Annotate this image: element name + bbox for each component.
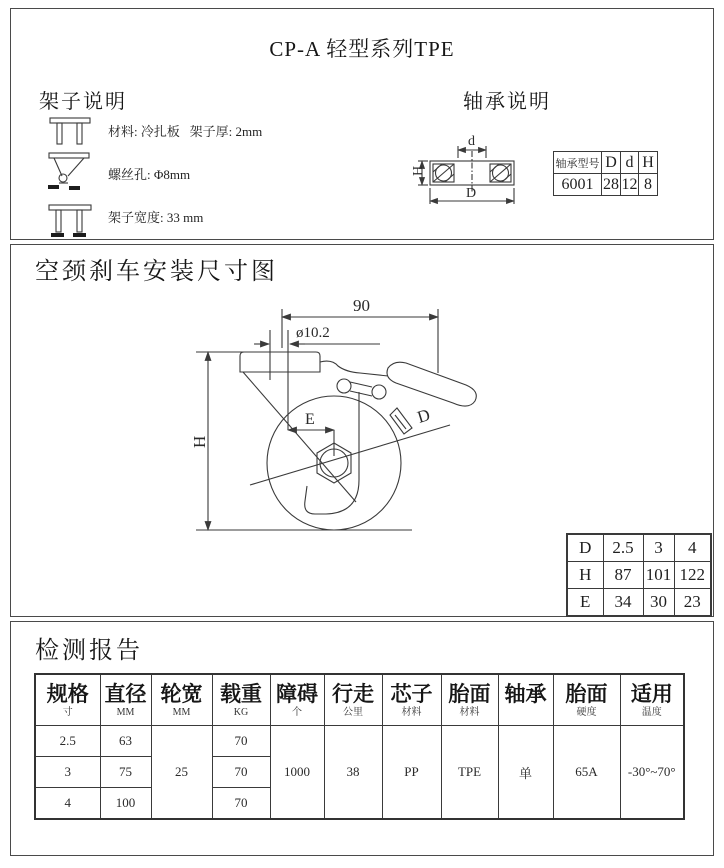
top-section — [10, 8, 714, 240]
install-section-heading: 空颈刹车安装尺寸图 — [35, 259, 278, 285]
col-sub: 公里 — [343, 706, 363, 718]
size-cell: 122 — [674, 562, 711, 589]
col-sub: 温度 — [641, 706, 662, 718]
bearing-H-label: H — [411, 165, 426, 176]
dim-D-label: D — [414, 405, 433, 427]
bearing-section-heading: 轴承说明 — [463, 91, 551, 113]
bearing-colhead-H: H — [639, 152, 658, 174]
col-sub: MM — [172, 706, 191, 718]
cell-tread-hardness: 65A — [553, 726, 620, 820]
col-header-hardness — [553, 674, 620, 726]
col-title: 直径 — [104, 681, 147, 706]
size-cell: 23 — [674, 589, 711, 617]
col-sub: 材料 — [401, 706, 422, 718]
cell-core-material: PP — [382, 726, 441, 820]
col-title: 行走 — [332, 681, 374, 706]
cell-temperature: -30°~70° — [620, 726, 684, 820]
report-section-heading: 检测报告 — [35, 638, 143, 664]
col-sub: MM — [116, 706, 135, 718]
size-cell: 2.5 — [603, 534, 643, 562]
frame-width-label: 架子宽度: 33 mm — [108, 210, 204, 225]
dim-H-label: H — [190, 435, 209, 448]
cell-size: 2.5 — [35, 726, 100, 757]
cell-diameter: 75 — [100, 757, 151, 788]
bearing-diagram — [411, 131, 529, 213]
col-title: 胎面 — [565, 681, 608, 706]
cell-diameter: 63 — [100, 726, 151, 757]
col-header-travel — [324, 674, 382, 726]
size-cell: 34 — [603, 589, 643, 617]
bearing-colhead-D: D — [602, 152, 621, 174]
col-title: 芯子 — [390, 681, 433, 706]
size-row-name: E — [567, 589, 603, 617]
col-header-diameter — [100, 674, 151, 726]
cell-load: 70 — [212, 757, 270, 788]
report-header-row — [35, 674, 684, 726]
col-title: 规格 — [46, 681, 89, 706]
bearing-d-label: d — [468, 134, 475, 149]
report-table — [34, 673, 685, 820]
size-cell: 101 — [643, 562, 674, 589]
size-cell: 87 — [603, 562, 643, 589]
cell-travel: 38 — [324, 726, 382, 820]
col-header-temperature — [620, 674, 684, 726]
col-header-wheel-width — [151, 674, 212, 726]
col-header-spec — [35, 674, 100, 726]
report-row-2.5 — [35, 726, 684, 757]
cell-diameter: 100 — [100, 788, 151, 820]
size-row-name: D — [567, 534, 603, 562]
col-header-obstacles — [270, 674, 324, 726]
cell-load: 70 — [212, 726, 270, 757]
cell-tread-material: TPE — [441, 726, 498, 820]
cell-size: 4 — [35, 788, 100, 820]
cell-load: 70 — [212, 788, 270, 820]
col-sub — [499, 706, 553, 719]
col-title: 轴承 — [504, 681, 547, 706]
bearing-model-header: 轴承型号 — [554, 152, 602, 174]
size-cell: 3 — [643, 534, 674, 562]
col-sub: 个 — [292, 706, 302, 718]
cell-bearing: 单 — [498, 726, 553, 820]
dim-E-label: E — [305, 411, 315, 428]
size-table — [566, 533, 712, 617]
bearing-D-label: D — [466, 186, 477, 201]
bracket-front-icon — [47, 114, 93, 150]
col-header-core — [382, 674, 441, 726]
col-title: 适用 — [630, 681, 673, 706]
page-title: CP-A 轻型系列TPE — [269, 37, 455, 61]
col-header-tread — [441, 674, 498, 726]
cell-wheel-width: 25 — [151, 726, 212, 820]
col-title: 载重 — [220, 681, 262, 706]
size-cell: 30 — [643, 589, 674, 617]
size-row-name: H — [567, 562, 603, 589]
bracket-swivel-icon — [45, 149, 93, 193]
dim-90-label: 90 — [353, 296, 370, 315]
col-sub: 硬度 — [576, 706, 597, 718]
bearing-d-value: 12 — [621, 174, 639, 196]
col-title: 障碍 — [276, 681, 318, 706]
bearing-H-value: 8 — [639, 174, 658, 196]
bearing-D-value: 28 — [602, 174, 621, 196]
cell-size: 3 — [35, 757, 100, 788]
frame-material-label: 材料: 冷扎板 架子厚: 2mm — [108, 124, 263, 139]
col-title: 轮宽 — [160, 681, 203, 706]
bearing-spec-table — [553, 151, 658, 196]
bracket-width-icon — [45, 201, 95, 243]
frame-section-heading: 架子说明 — [39, 91, 127, 113]
col-sub: KG — [233, 706, 249, 718]
col-header-bearing — [498, 674, 553, 726]
bearing-colhead-d: d — [621, 152, 639, 174]
col-sub: 材料 — [459, 706, 480, 718]
cell-obstacles: 1000 — [270, 726, 324, 820]
col-title: 胎面 — [448, 681, 491, 706]
frame-screwhole-label: 螺丝孔: Φ8mm — [108, 167, 191, 182]
caster-dimension-diagram — [150, 288, 490, 588]
col-header-load — [212, 674, 270, 726]
dim-hole-label: ø10.2 — [296, 325, 330, 341]
size-cell: 4 — [674, 534, 711, 562]
bearing-model-value: 6001 — [554, 174, 602, 196]
col-sub: 寸 — [62, 706, 73, 718]
